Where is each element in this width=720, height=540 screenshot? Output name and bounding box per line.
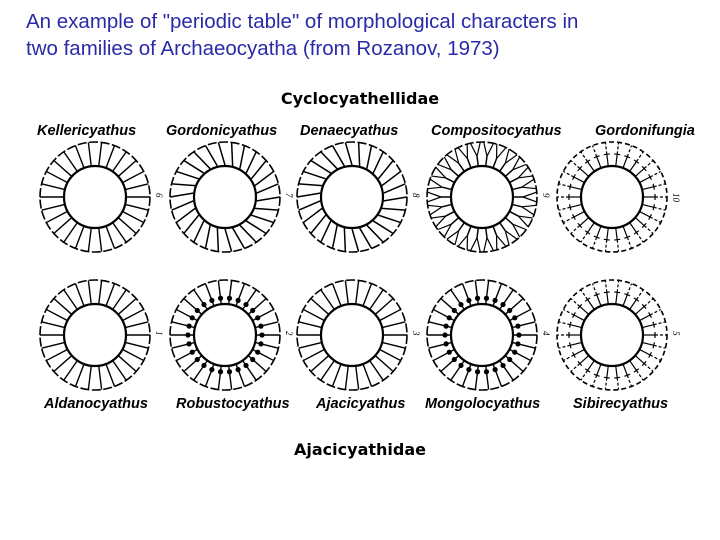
- specimen-denaecyathus: [297, 142, 421, 252]
- genus-label-sibirecyathus: Sibirecyathus: [573, 396, 669, 412]
- figure-number: 4: [541, 331, 551, 336]
- genus-label-compositocyathus: Compositocyathus: [431, 123, 562, 139]
- genus-label-gordonifungia: Gordonifungia: [595, 123, 695, 139]
- specimen-ajacicyathus: [297, 280, 421, 390]
- figure-number: 10: [671, 193, 681, 202]
- specimen-robustocyathus: [170, 280, 294, 390]
- figure-number: 3: [411, 331, 421, 336]
- figure-number: 1: [154, 331, 164, 336]
- genus-label-denaecyathus: Denaecyathus: [300, 123, 399, 139]
- genus-label-ajacicyathus: Ajacicyathus: [316, 396, 406, 412]
- specimen-kellericyathus: [40, 142, 164, 252]
- genus-label-kellericyathus: Kellericyathus: [37, 123, 137, 139]
- figure-number: 7: [284, 193, 294, 198]
- family-label-ajacicyathidae: Ajacicyathidae: [294, 440, 426, 459]
- figure-number: 8: [411, 193, 421, 198]
- figure-number: 6: [154, 193, 164, 198]
- genus-label-mongolocyathus: Mongolocyathus: [425, 396, 541, 412]
- figure-number: 2: [284, 331, 294, 336]
- family-label-cyclocyathellidae: Cyclocyathellidae: [280, 89, 440, 108]
- specimen-gordonifungia: [557, 142, 681, 252]
- title-line-2: two families of Archaeocyatha (from Rozanov, 1973): [26, 37, 500, 60]
- specimen-compositocyathus: [427, 142, 551, 252]
- genus-label-gordonicyathus: Gordonicyathus: [166, 123, 278, 139]
- specimen-mongolocyathus: [427, 280, 551, 390]
- figure-number: 9: [541, 193, 551, 198]
- figure-number: 5: [671, 331, 681, 336]
- specimen-aldanocyathus: [40, 280, 164, 390]
- title-line-1: An example of "periodic table" of morphological characters in: [26, 10, 579, 33]
- genus-label-robustocyathus: Robustocyathus: [176, 396, 290, 412]
- specimen-sibirecyathus: [557, 280, 681, 390]
- specimen-gordonicyathus: [170, 142, 294, 252]
- genus-label-aldanocyathus: Aldanocyathus: [44, 396, 148, 412]
